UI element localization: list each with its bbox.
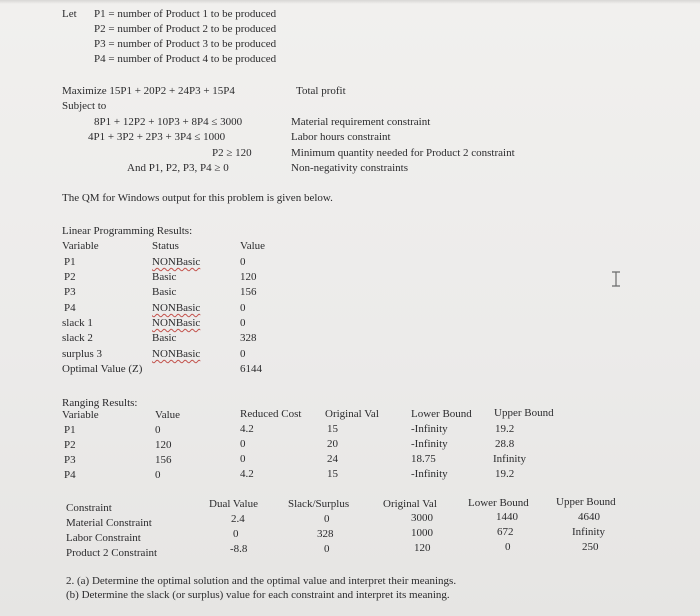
objective-note: Total profit xyxy=(296,85,346,97)
lp-row-slack2-status: Basic xyxy=(152,332,177,344)
ranging-p2-reduced-cost: 0 xyxy=(240,438,246,450)
question-a: 2. (a) Determine the optimal solution and the optimal value and interpret their meanings. xyxy=(66,575,457,587)
constraint-material-original: 3000 xyxy=(411,512,433,524)
constraint-labor-expr: 4P1 + 3P2 + 2P3 + 3P4 ≤ 1000 xyxy=(88,131,226,143)
constraint-labor-note: Labor hours constraint xyxy=(291,131,391,143)
lp-row-p4-value: 0 xyxy=(240,302,246,314)
ranging-p3-variable: P3 xyxy=(64,454,76,466)
constraint-header-upper-bound: Upper Bound xyxy=(556,496,616,508)
lp-row-slack2-variable: slack 2 xyxy=(62,332,93,344)
lp-row-optimal-label: Optimal Value (Z) xyxy=(62,363,143,375)
lp-row-slack1-value: 0 xyxy=(240,317,246,329)
constraint-material-lower: 1440 xyxy=(496,511,518,523)
ranging-p1-upper-bound: 19.2 xyxy=(495,423,515,435)
lp-row-surplus3-value: 0 xyxy=(240,348,246,360)
ranging-p4-upper-bound: 19.2 xyxy=(495,468,515,480)
ranging-p1-reduced-cost: 4.2 xyxy=(240,423,254,435)
constraint-material-dual: 2.4 xyxy=(231,513,245,525)
lp-row-p3-variable: P3 xyxy=(64,286,76,298)
constraint-labor-original: 1000 xyxy=(411,527,433,539)
constraint-material-note: Material requirement constraint xyxy=(291,116,431,128)
ranging-p4-original-val: 15 xyxy=(327,468,338,480)
constraint-header-name: Constraint xyxy=(66,502,112,514)
ranging-p3-lower-bound: 18.75 xyxy=(411,453,436,465)
ranging-p4-reduced-cost: 4.2 xyxy=(240,468,254,480)
constraint-nonneg-note: Non-negativity constraints xyxy=(291,162,409,174)
constraint-material-slack: 0 xyxy=(324,513,330,525)
lp-row-surplus3-status: NONBasic xyxy=(152,348,201,360)
lp-row-optimal-value: 6144 xyxy=(240,363,262,375)
lp-row-slack1-variable: slack 1 xyxy=(62,317,93,329)
question-b: (b) Determine the slack (or surplus) value for each constraint and interpret its meaning. xyxy=(66,589,450,601)
lp-results-title: Linear Programming Results: xyxy=(62,225,193,237)
constraint-product2-original: 120 xyxy=(414,542,431,554)
ranging-p1-value: 0 xyxy=(155,424,161,436)
ranging-header-original-val: Original Val xyxy=(325,408,379,420)
ranging-p4-variable: P4 xyxy=(64,469,76,481)
lp-row-slack1-status: NONBasic xyxy=(152,317,201,329)
lp-row-p2-status: Basic xyxy=(152,271,177,283)
constraint-product2-note: Minimum quantity needed for Product 2 constraint xyxy=(291,147,515,159)
lp-row-p2-value: 120 xyxy=(240,271,257,283)
lp-row-p1-value: 0 xyxy=(240,256,246,268)
lp-header-variable: Variable xyxy=(62,240,99,252)
definition-p1: P1 = number of Product 1 to be produced xyxy=(94,8,277,20)
ranging-p1-variable: P1 xyxy=(64,424,76,436)
lp-header-status: Status xyxy=(152,240,179,252)
subject-to-label: Subject to xyxy=(62,100,107,112)
constraint-labor-upper: Infinity xyxy=(572,526,605,538)
lp-row-p4-variable: P4 xyxy=(64,302,76,314)
constraint-labor-lower: 672 xyxy=(497,526,514,538)
ranging-p4-lower-bound: -Infinity xyxy=(411,468,448,480)
ranging-p3-value: 156 xyxy=(155,454,172,466)
ranging-p2-lower-bound: -Infinity xyxy=(411,438,448,450)
ranging-header-reduced-cost: Reduced Cost xyxy=(240,408,302,420)
definition-p4: P4 = number of Product 4 to be produced xyxy=(94,53,277,65)
qm-intro-text: The QM for Windows output for this problem is given below. xyxy=(62,192,333,204)
constraint-material-upper: 4640 xyxy=(578,511,600,523)
lp-row-p1-status: NONBasic xyxy=(152,256,201,268)
ranging-results-title: Ranging Results: xyxy=(62,397,138,409)
constraint-product2-upper: 250 xyxy=(582,541,599,553)
lp-row-p3-status: Basic xyxy=(152,286,177,298)
text-cursor-icon xyxy=(611,271,621,287)
ranging-p1-original-val: 15 xyxy=(327,423,338,435)
ranging-p4-value: 0 xyxy=(155,469,161,481)
ranging-p3-reduced-cost: 0 xyxy=(240,453,246,465)
constraint-header-dual-value: Dual Value xyxy=(209,498,258,510)
constraint-product2-lower: 0 xyxy=(505,541,511,553)
constraint-product2-dual: -8.8 xyxy=(230,543,248,555)
lp-row-p3-value: 156 xyxy=(240,286,257,298)
constraint-product2-slack: 0 xyxy=(324,543,330,555)
constraint-labor-dual: 0 xyxy=(233,528,239,540)
ranging-header-upper-bound: Upper Bound xyxy=(494,407,554,419)
lp-row-p2-variable: P2 xyxy=(64,271,76,283)
ranging-header-variable: Variable xyxy=(62,409,99,421)
constraint-material-name: Material Constraint xyxy=(66,517,152,529)
lp-row-slack2-value: 328 xyxy=(240,332,257,344)
constraint-header-original-val: Original Val xyxy=(383,498,437,510)
ranging-p3-upper-bound: Infinity xyxy=(493,453,526,465)
constraint-product2-expr: P2 ≥ 120 xyxy=(212,147,252,159)
ranging-p2-upper-bound: 28.8 xyxy=(495,438,515,450)
ranging-p2-value: 120 xyxy=(155,439,172,451)
objective-function: Maximize 15P1 + 20P2 + 24P3 + 15P4 xyxy=(62,85,235,97)
let-label: Let xyxy=(62,8,77,20)
ranging-header-value: Value xyxy=(155,409,181,421)
constraint-nonneg-expr: And P1, P2, P3, P4 ≥ 0 xyxy=(127,162,229,174)
constraint-labor-name: Labor Constraint xyxy=(66,532,141,544)
ranging-p1-lower-bound: -Infinity xyxy=(411,423,448,435)
definition-p2: P2 = number of Product 2 to be produced xyxy=(94,23,277,35)
lp-header-value: Value xyxy=(240,240,266,252)
constraint-labor-slack: 328 xyxy=(317,528,334,540)
ranging-p3-original-val: 24 xyxy=(327,453,338,465)
constraint-header-lower-bound: Lower Bound xyxy=(468,497,529,509)
ranging-p2-variable: P2 xyxy=(64,439,76,451)
constraint-material-expr: 8P1 + 12P2 + 10P3 + 8P4 ≤ 3000 xyxy=(94,116,243,128)
lp-row-surplus3-variable: surplus 3 xyxy=(62,348,103,360)
lp-row-p4-status: NONBasic xyxy=(152,302,201,314)
constraint-product2-name: Product 2 Constraint xyxy=(66,547,158,559)
definition-p3: P3 = number of Product 3 to be produced xyxy=(94,38,277,50)
constraint-header-slack-surplus: Slack/Surplus xyxy=(288,498,350,510)
page-top-shadow xyxy=(0,0,700,4)
ranging-p2-original-val: 20 xyxy=(327,438,338,450)
ranging-header-lower-bound: Lower Bound xyxy=(411,408,472,420)
lp-row-p1-variable: P1 xyxy=(64,256,76,268)
